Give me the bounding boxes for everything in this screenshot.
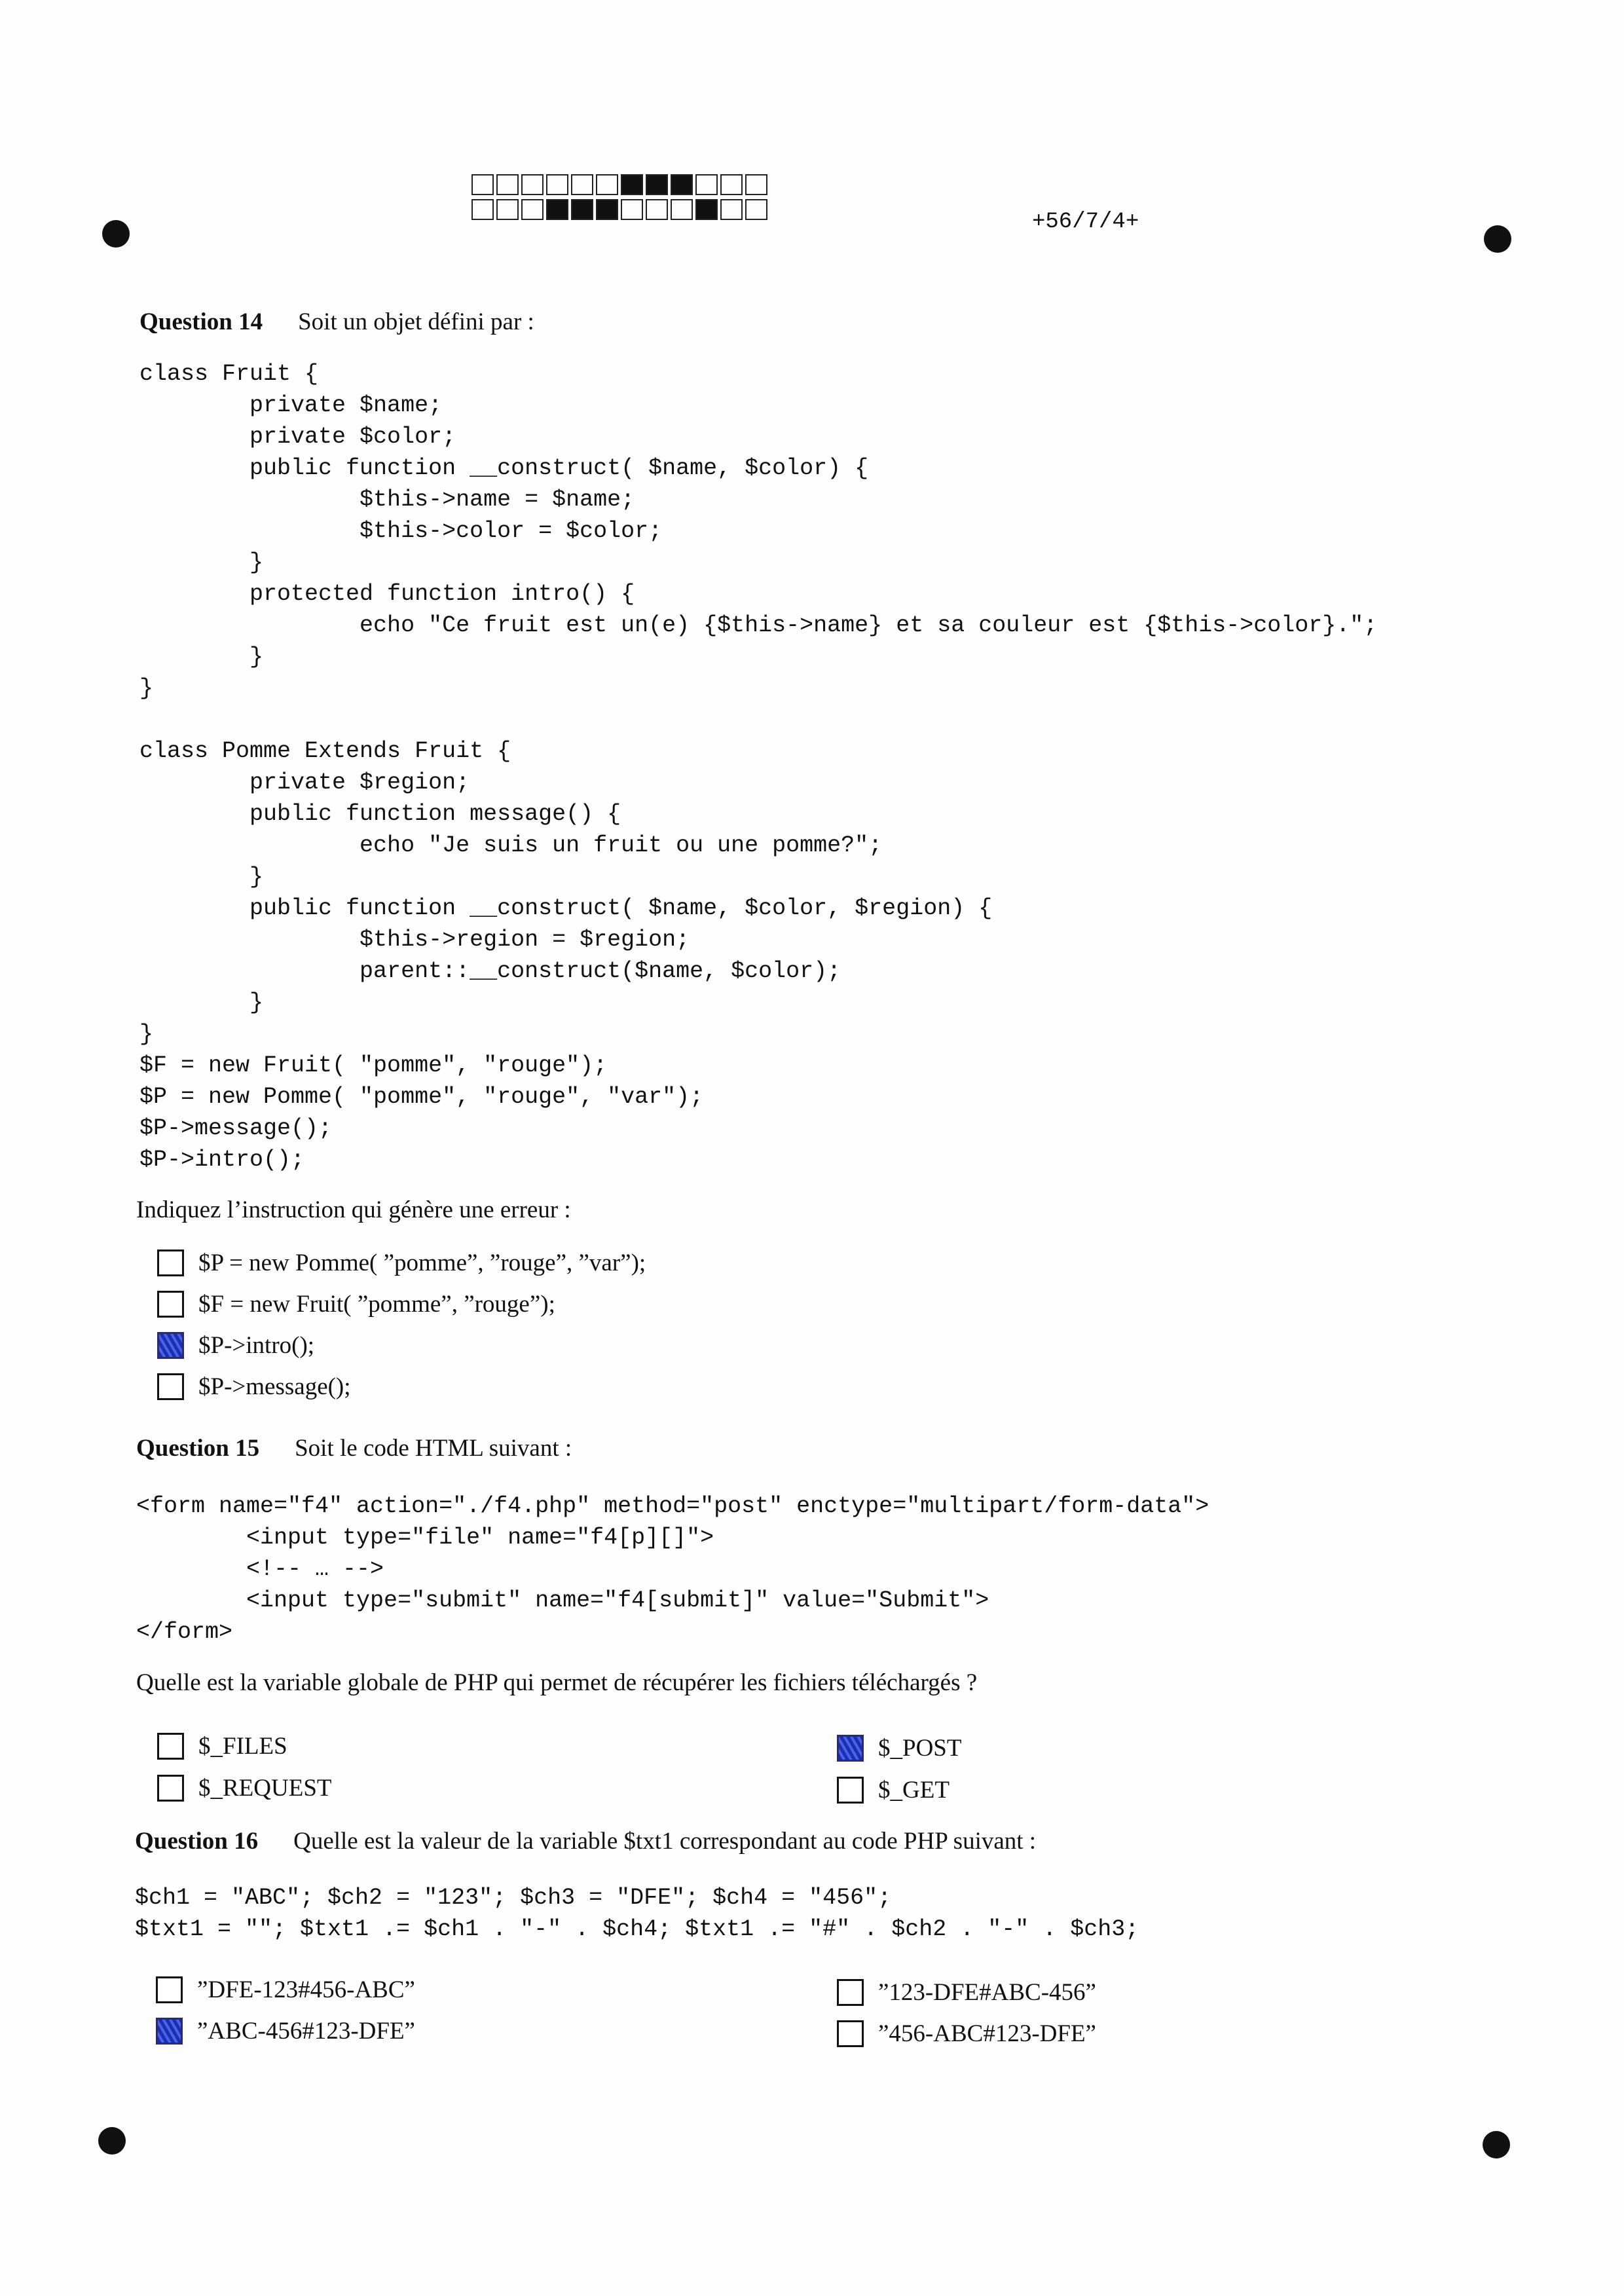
- code-cell: [546, 174, 568, 195]
- checkbox[interactable]: [157, 1373, 184, 1400]
- page-id-code-row: [471, 199, 770, 224]
- checkbox[interactable]: [157, 1332, 184, 1359]
- q16-option[interactable]: [837, 2016, 1096, 2050]
- code-cell: [496, 199, 519, 220]
- option-label: $_FILES: [198, 1732, 287, 1760]
- code-cell: [521, 199, 544, 220]
- option-label: $_REQUEST: [198, 1774, 332, 1802]
- checkbox[interactable]: [157, 1775, 184, 1802]
- checkbox[interactable]: [157, 1733, 184, 1760]
- q14-option[interactable]: [157, 1246, 646, 1280]
- checkbox[interactable]: [837, 1735, 864, 1762]
- code-cell: [695, 199, 718, 220]
- code-cell: [621, 199, 643, 220]
- q16-option[interactable]: [156, 2014, 415, 2048]
- question-label: Question 14: [139, 308, 263, 335]
- q15-option[interactable]: [157, 1729, 287, 1763]
- question-prompt: Quelle est la valeur de la variable $txt1 correspondant au code PHP suivant :: [293, 1828, 1037, 1855]
- q15-option[interactable]: [837, 1731, 961, 1765]
- registration-dot-top-right: [1484, 225, 1511, 253]
- option-label: $_GET: [878, 1776, 950, 1804]
- option-label: $P->message();: [198, 1373, 351, 1400]
- question-15-question: Quelle est la variable globale de PHP qui permet de récupérer les fichiers téléchargés ?: [136, 1669, 978, 1696]
- registration-dot-bottom-left: [98, 2127, 126, 2155]
- code-cell: [695, 174, 718, 195]
- code-cell: [745, 199, 767, 220]
- question-14-instruction: Indiquez l’instruction qui génère une erreur :: [136, 1196, 571, 1223]
- q15-option[interactable]: [837, 1773, 950, 1807]
- checkbox[interactable]: [837, 2020, 864, 2047]
- code-cell: [521, 174, 544, 195]
- option-label: $P = new Pomme( ”pomme”, ”rouge”, ”var”);: [198, 1249, 646, 1276]
- code-cell: [720, 174, 743, 195]
- option-label: $_POST: [878, 1734, 962, 1762]
- code-cell: [596, 199, 618, 220]
- code-cell: [671, 174, 693, 195]
- q16-option[interactable]: [837, 1975, 1096, 2009]
- q15-option[interactable]: [157, 1771, 332, 1805]
- code-cell: [621, 174, 643, 195]
- code-cell: [571, 174, 593, 195]
- checkbox[interactable]: [157, 1291, 184, 1318]
- code-cell: [496, 174, 519, 195]
- q16-option[interactable]: [156, 1972, 415, 2007]
- checkbox[interactable]: [157, 1250, 184, 1276]
- code-cell: [646, 174, 668, 195]
- code-cell: [646, 199, 668, 220]
- code-cell: [720, 199, 743, 220]
- page-id: +56/7/4+: [1032, 210, 1139, 234]
- code-cell: [745, 174, 767, 195]
- page-id-code: [471, 174, 770, 224]
- checkbox[interactable]: [156, 2018, 183, 2045]
- code-cell: [471, 174, 494, 195]
- registration-dot-top-left: [102, 220, 130, 248]
- question-16-heading: [135, 1827, 1036, 1855]
- option-label: $F = new Fruit( ”pomme”, ”rouge”);: [198, 1290, 555, 1318]
- code-cell: [671, 199, 693, 220]
- option-label: $P->intro();: [198, 1331, 315, 1359]
- q14-option[interactable]: [157, 1287, 555, 1321]
- question-16-code: $ch1 = "ABC"; $ch2 = "123"; $ch3 = "DFE"; $ch4 = "456"; $txt1 = ""; $txt1 .= $ch1 . "-" . $ch4; $txt1 .= "#" . $ch2 . "-" . $ch3;: [135, 1885, 1139, 1942]
- code-cell: [546, 199, 568, 220]
- option-label: ”DFE-123#456-ABC”: [197, 1976, 415, 2003]
- q14-option[interactable]: [157, 1369, 351, 1403]
- question-label: Question 16: [135, 1828, 259, 1855]
- question-prompt: Soit un objet défini par :: [298, 308, 534, 335]
- option-label: ”456-ABC#123-DFE”: [878, 2020, 1096, 2047]
- code-cell: [596, 174, 618, 195]
- code-cell: [571, 199, 593, 220]
- question-14-code: class Fruit { private $name; private $color; public function __construct( $name, $color) { $this->name = $name; $this->color = $color; } protected function intro() { echo "Ce fruit est un(e) {$this->name} et sa couleur est {$this->color}."; } } class Pomme Extends Fruit { private $region; public function message() { echo "Je suis un fruit ou une pomme?"; } public function __construct( $name, $color, $region) { $this->region = $region; parent::__construct($name, $color); } } $F = new Fruit( "pomme", "rouge"); $P = new Pomme( "pomme", "rouge", "var"); $P->message(); $P->intro();: [139, 361, 1378, 1173]
- question-15-code: <form name="f4" action="./f4.php" method="post" enctype="multipart/form-data"> <input type="file" name="f4[p][]"> <!-- … --> <input type="submit" name="f4[submit]" value="Submit"> </form>: [136, 1493, 1209, 1645]
- question-label: Question 15: [136, 1435, 260, 1462]
- code-cell: [471, 199, 494, 220]
- question-15-heading: [136, 1434, 572, 1462]
- question-14-heading: [139, 308, 534, 336]
- checkbox[interactable]: [156, 1976, 183, 2003]
- page-id-code-row: [471, 174, 770, 199]
- option-label: ”123-DFE#ABC-456”: [878, 1978, 1096, 2006]
- question-prompt: Soit le code HTML suivant :: [295, 1435, 572, 1462]
- checkbox[interactable]: [837, 1777, 864, 1804]
- q14-option[interactable]: [157, 1328, 314, 1362]
- option-label: ”ABC-456#123-DFE”: [197, 2017, 415, 2045]
- registration-dot-bottom-right: [1483, 2131, 1510, 2158]
- checkbox[interactable]: [837, 1979, 864, 2006]
